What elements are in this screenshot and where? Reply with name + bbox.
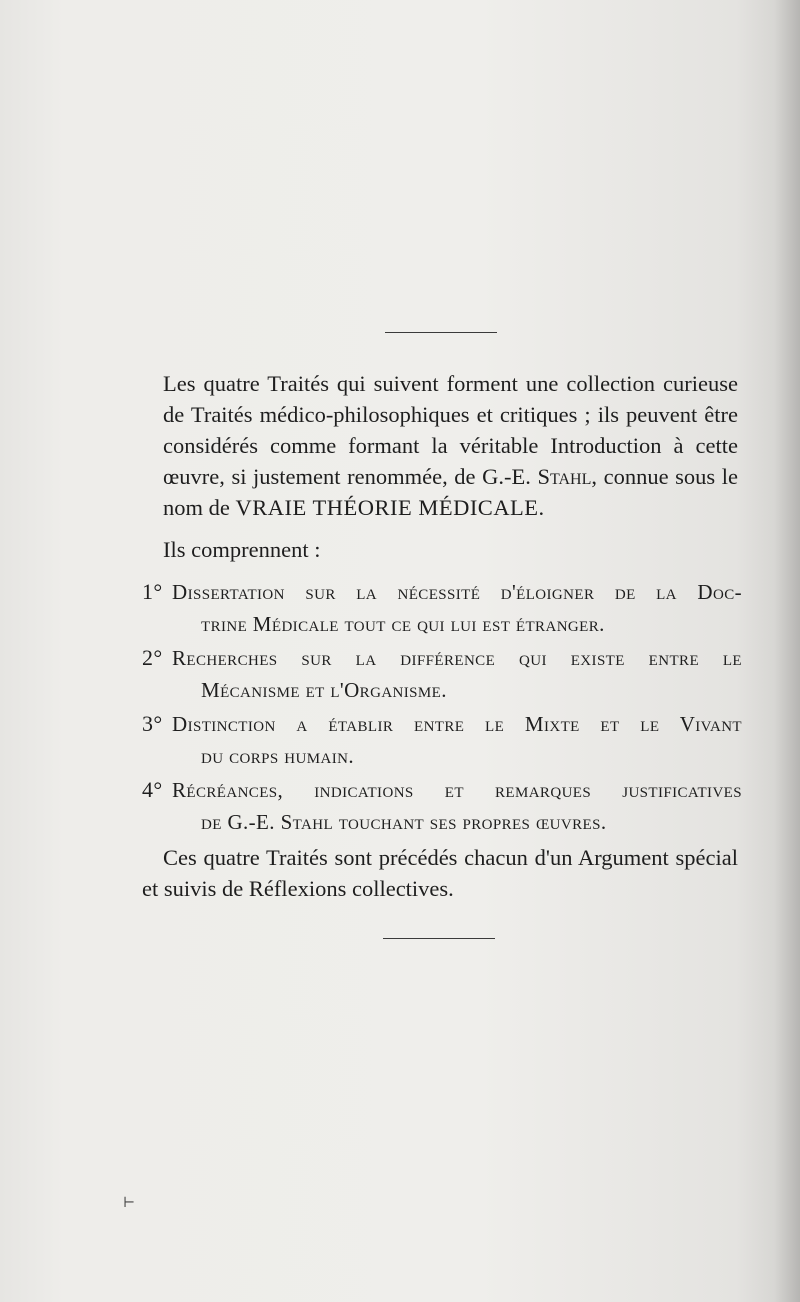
item-number: 4° <box>142 777 163 802</box>
item-text <box>172 576 742 640</box>
list-item <box>142 642 742 706</box>
closing-line: Ces quatre Traités sont précédés chacun d'un Argument spécial <box>163 845 738 870</box>
item-number: 2° <box>142 645 163 670</box>
treatise-list <box>142 576 742 838</box>
item-number: 1° <box>142 579 163 604</box>
closing-paragraph <box>142 842 738 904</box>
author-name: Stahl <box>537 464 592 489</box>
list-item <box>142 774 742 838</box>
closing-line-continued: et suivis de Réflexions collectives. <box>142 876 454 901</box>
work-title: VRAIE THÉORIE MÉDICALE. <box>235 495 545 520</box>
intro-text-continued: , connue sous le nom de <box>163 464 738 520</box>
item-line-continued: trine Médicale tout ce qui lui est étranger. <box>201 612 605 636</box>
print-mark: ⊢ <box>123 1196 136 1211</box>
item-text <box>172 774 742 838</box>
top-divider-rule <box>385 332 497 333</box>
intro-paragraph <box>163 368 738 523</box>
item-line-continued: de G.-E. Stahl touchant ses propres œuvres. <box>201 810 607 834</box>
list-item <box>142 708 742 772</box>
list-lead-in: Ils comprennent : <box>163 537 321 562</box>
page-edge-shadow <box>774 0 800 1302</box>
item-line-continued: du corps humain. <box>201 744 355 768</box>
list-item <box>142 576 742 640</box>
item-text <box>172 642 742 706</box>
bottom-divider-rule <box>383 938 495 939</box>
item-text <box>172 708 742 772</box>
item-line-continued: Mécanisme et l'Organisme. <box>201 678 447 702</box>
item-number: 3° <box>142 711 163 736</box>
item-line: Dissertation sur la nécessité d'éloigner de la Doc- <box>172 580 742 604</box>
item-line: Distinction a établir entre le Mixte et le Vivant <box>172 712 742 736</box>
item-line: Récréances, indications et remarques justificatives <box>172 778 742 802</box>
intro-text: Les quatre Traités qui suivent forment une collection curieuse de Traités médico-philosophiques et critiques ; ils peuvent être considérés comme formant la véritable Introduction à cette œuvre, si justement renommée, de G.-E. <box>163 371 738 489</box>
item-line: Recherches sur la différence qui existe entre le <box>172 646 742 670</box>
